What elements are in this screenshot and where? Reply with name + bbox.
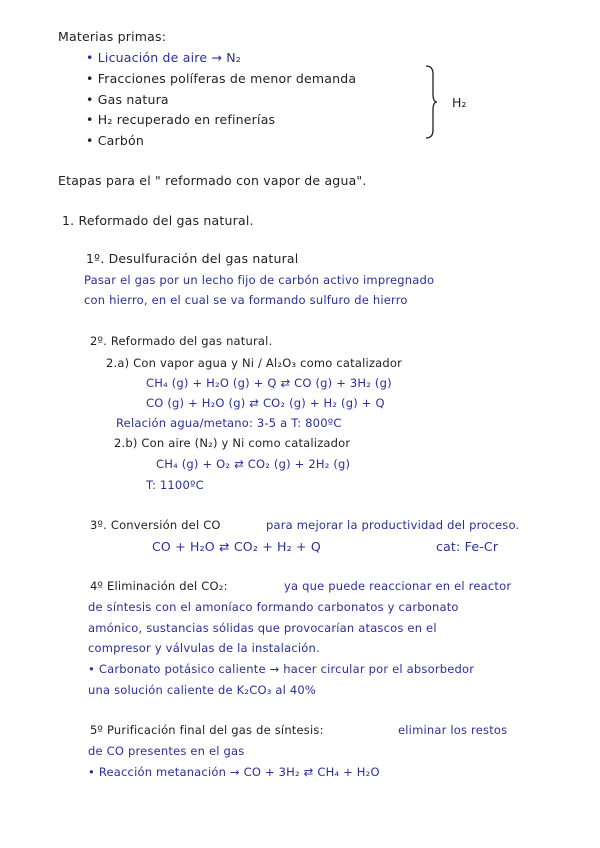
catalyst-note: cat: Fe-Cr bbox=[436, 539, 499, 554]
section-4-title: 4º Eliminación del CO₂: bbox=[90, 579, 228, 593]
section-1-sub2b-title: 2.b) Con aire (N₂) y Ni como catalizador bbox=[114, 436, 351, 450]
section-1-sub1-desc: con hierro, en el cual se va formando sulfuro de hierro bbox=[84, 293, 408, 307]
curly-brace-icon bbox=[424, 64, 438, 140]
list-item: • H₂ recuperado en refinerías bbox=[86, 112, 276, 127]
section-3-note: para mejorar la productividad del proceso. bbox=[266, 518, 520, 532]
equation: CO + H₂O ⇄ CO₂ + H₂ + Q bbox=[152, 539, 321, 554]
etapas-heading: Etapas para el " reformado con vapor de agua". bbox=[58, 173, 367, 188]
section-4-line: • Carbonato potásico caliente → hacer circular por el absorbedor bbox=[88, 662, 475, 676]
section-5-line: eliminar los restos bbox=[398, 723, 508, 737]
section-1-sub1-title: 1º. Desulfuración del gas natural bbox=[86, 251, 299, 266]
list-item: • Gas natura bbox=[86, 92, 169, 107]
list-item: • Carbón bbox=[86, 133, 144, 148]
section-5-line: de CO presentes en el gas bbox=[88, 744, 245, 758]
list-item: • Fracciones políferas de menor demanda bbox=[86, 71, 357, 86]
ratio-note: Relación agua/metano: 3-5 a T: 800ºC bbox=[116, 416, 342, 430]
materias-heading: Materias primas: bbox=[58, 29, 167, 44]
section-4-line: compresor y válvulas de la instalación. bbox=[88, 641, 320, 655]
section-3-title: 3º. Conversión del CO bbox=[90, 518, 221, 532]
section-5-line: • Reacción metanación → CO + 3H₂ ⇄ CH₄ + H₂O bbox=[88, 765, 380, 779]
section-1-title: 1. Reformado del gas natural. bbox=[62, 213, 254, 228]
section-4-line: ya que puede reaccionar en el reactor bbox=[284, 579, 512, 593]
section-4-line: una solución caliente de K₂CO₃ al 40% bbox=[88, 683, 317, 697]
equation: CH₄ (g) + O₂ ⇄ CO₂ (g) + 2H₂ (g) bbox=[156, 457, 351, 471]
brace-label: H₂ bbox=[452, 95, 467, 110]
temperature-note: T: 1100ºC bbox=[146, 478, 204, 492]
section-4-line: amónico, sustancias sólidas que provocarían atascos en el bbox=[88, 621, 437, 635]
section-1-sub2-title: 2º. Reformado del gas natural. bbox=[90, 334, 273, 348]
section-1-sub2a-title: 2.a) Con vapor agua y Ni / Al₂O₃ como catalizador bbox=[106, 356, 403, 370]
list-item: • Licuación de aire → N₂ bbox=[86, 50, 241, 65]
section-5-title: 5º Purificación final del gas de síntesis: bbox=[90, 723, 324, 737]
equation: CO (g) + H₂O (g) ⇄ CO₂ (g) + H₂ (g) + Q bbox=[146, 396, 385, 410]
equation: CH₄ (g) + H₂O (g) + Q ⇄ CO (g) + 3H₂ (g) bbox=[146, 376, 392, 390]
section-1-sub1-desc: Pasar el gas por un lecho fijo de carbón activo impregnado bbox=[84, 273, 435, 287]
section-4-line: de síntesis con el amoníaco formando carbonatos y carbonato bbox=[88, 600, 459, 614]
